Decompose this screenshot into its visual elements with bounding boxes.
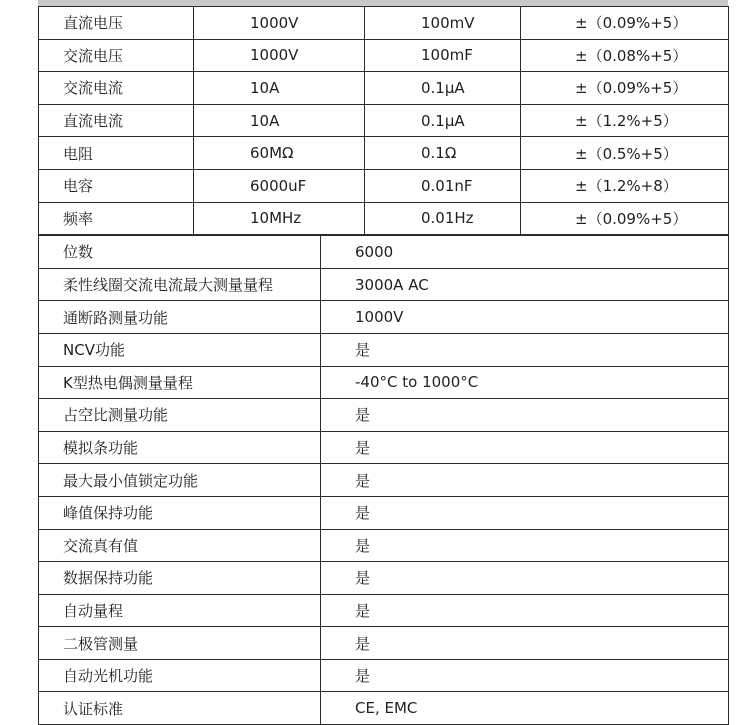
resolution-cell: 0.1μA [365, 72, 521, 105]
resolution-cell: 100mV [365, 7, 521, 40]
feature-row [39, 496, 729, 529]
range-cell: 1000V [194, 7, 365, 40]
feature-row [39, 594, 729, 627]
accuracy-cell: ±（0.09%+5） [521, 202, 729, 235]
function-cell: 电容 [39, 169, 194, 202]
feature-row [39, 659, 729, 692]
feature-row [39, 529, 729, 562]
feature-label-cell: K型热电偶测量量程 [39, 366, 321, 399]
feature-label-cell: 自动量程 [39, 594, 321, 627]
feature-label-cell: 数据保持功能 [39, 562, 321, 595]
feature-value-cell: 是 [321, 529, 729, 562]
range-cell: 10A [194, 104, 365, 137]
accuracy-cell: ±（0.5%+5） [521, 137, 729, 170]
measurement-row [39, 7, 729, 40]
feature-value-cell: 是 [321, 431, 729, 464]
feature-label-cell: 柔性线圈交流电流最大测量量程 [39, 268, 321, 301]
range-cell: 1000V [194, 39, 365, 72]
function-cell: 电阻 [39, 137, 194, 170]
feature-value-cell: 是 [321, 333, 729, 366]
feature-label-cell: 交流真有值 [39, 529, 321, 562]
feature-row [39, 268, 729, 301]
feature-label-cell: 自动光机功能 [39, 659, 321, 692]
feature-value-cell: 是 [321, 562, 729, 595]
feature-row [39, 431, 729, 464]
accuracy-cell: ±（0.09%+5） [521, 72, 729, 105]
feature-label-cell: 认证标准 [39, 692, 321, 725]
feature-row [39, 464, 729, 497]
measurement-row [39, 104, 729, 137]
feature-row [39, 333, 729, 366]
feature-row [39, 366, 729, 399]
measurement-row [39, 39, 729, 72]
feature-row [39, 236, 729, 269]
accuracy-cell: ±（1.2%+8） [521, 169, 729, 202]
measurement-row [39, 72, 729, 105]
function-cell: 频率 [39, 202, 194, 235]
feature-value-cell: 是 [321, 399, 729, 432]
feature-label-cell: 模拟条功能 [39, 431, 321, 464]
feature-label-cell: 位数 [39, 236, 321, 269]
feature-value-cell: CE, EMC [321, 692, 729, 725]
feature-value-cell: 是 [321, 627, 729, 660]
spec-sheet [38, 6, 728, 725]
feature-table [38, 235, 729, 725]
feature-label-cell: NCV功能 [39, 333, 321, 366]
measurement-row [39, 169, 729, 202]
function-cell: 交流电流 [39, 72, 194, 105]
range-cell: 60MΩ [194, 137, 365, 170]
measurement-row [39, 137, 729, 170]
resolution-cell: 0.1Ω [365, 137, 521, 170]
feature-value-cell: 是 [321, 496, 729, 529]
feature-row [39, 301, 729, 334]
feature-label-cell: 占空比测量功能 [39, 399, 321, 432]
range-cell: 10MHz [194, 202, 365, 235]
feature-value-cell: 是 [321, 659, 729, 692]
feature-row [39, 399, 729, 432]
feature-value-cell: 是 [321, 594, 729, 627]
accuracy-cell: ±（0.09%+5） [521, 7, 729, 40]
function-cell: 直流电压 [39, 7, 194, 40]
feature-row [39, 627, 729, 660]
feature-value-cell: 1000V [321, 301, 729, 334]
range-cell: 10A [194, 72, 365, 105]
feature-value-cell: 6000 [321, 236, 729, 269]
function-cell: 交流电压 [39, 39, 194, 72]
feature-label-cell: 通断路测量功能 [39, 301, 321, 334]
feature-value-cell: 是 [321, 464, 729, 497]
measurement-row [39, 202, 729, 235]
feature-label-cell: 二极管测量 [39, 627, 321, 660]
range-cell: 6000uF [194, 169, 365, 202]
feature-row [39, 692, 729, 725]
feature-row [39, 562, 729, 595]
feature-value-cell: 3000A AC [321, 268, 729, 301]
resolution-cell: 0.01nF [365, 169, 521, 202]
resolution-cell: 100mF [365, 39, 521, 72]
feature-label-cell: 最大最小值锁定功能 [39, 464, 321, 497]
measurement-table [38, 6, 729, 235]
feature-label-cell: 峰值保持功能 [39, 496, 321, 529]
resolution-cell: 0.01Hz [365, 202, 521, 235]
feature-value-cell: -40°C to 1000°C [321, 366, 729, 399]
accuracy-cell: ±（0.08%+5） [521, 39, 729, 72]
function-cell: 直流电流 [39, 104, 194, 137]
resolution-cell: 0.1μA [365, 104, 521, 137]
accuracy-cell: ±（1.2%+5） [521, 104, 729, 137]
